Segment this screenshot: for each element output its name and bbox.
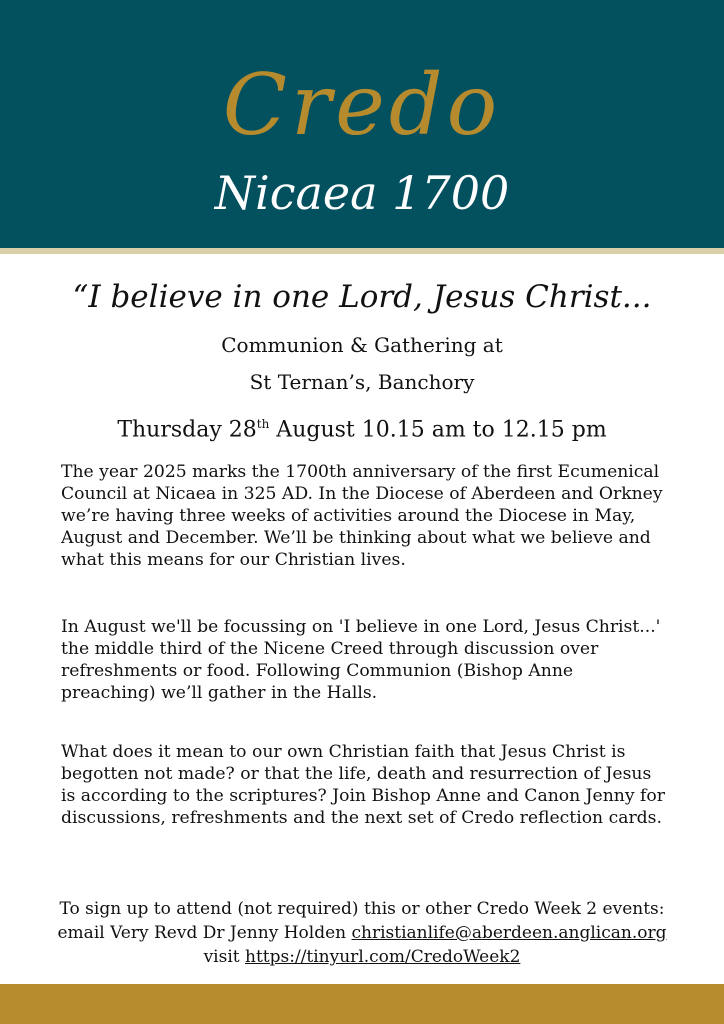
email-link[interactable]: christianlife@aberdeen.anglican.org: [351, 923, 667, 943]
event-date: [0, 408, 724, 446]
visit-line: [0, 945, 724, 969]
date-suffix: August 10.15 am to 12.15 pm: [269, 417, 607, 443]
footer-bar: [0, 984, 724, 1024]
paragraph-august: In August we'll be focussing on 'I believe in one Lord, Jesus Christ...' the middle third of the Nicene Creed through discussion over refreshments or food. Following Communion (Bishop Anne preaching) we’ll gather in the Halls.: [61, 617, 661, 703]
paragraph-anniversary: The year 2025 marks the 1700th anniversary of the first Ecumenical Council at Nicaea in 325 AD. In the Diocese of Aberdeen and Orkney we’re having three weeks of activities around the Diocese in May, August and December. We’ll be thinking about what we believe and what this means for our Christian lives.: [61, 462, 663, 570]
email-line: [0, 921, 724, 945]
paragraph-question: What does it mean to our own Christian faith that Jesus Christ is begotten not made? or that the life, death and resurrection of Jesus is according to the scriptures? Join Bishop Anne and Canon Jenny for discussions, refreshments and the next set of Credo reflection cards.: [61, 742, 665, 828]
creed-quote: “I believe in one Lord, Jesus Christ...: [72, 279, 652, 315]
title-credo: Credo: [222, 56, 502, 154]
signup-footer: [0, 897, 724, 969]
visit-prefix: visit: [203, 947, 246, 967]
header-divider: [0, 248, 724, 254]
signup-line: To sign up to attend (not required) this or other Credo Week 2 events:: [59, 899, 665, 919]
url-link[interactable]: https://tinyurl.com/CredoWeek2: [245, 947, 521, 967]
event-line-communion: Communion & Gathering at: [221, 333, 503, 357]
email-prefix: email Very Revd Dr Jenny Holden: [57, 923, 352, 943]
title-nicaea: Nicaea 1700: [214, 166, 510, 220]
date-prefix: Thursday 28: [117, 417, 257, 443]
event-line-location: St Ternan’s, Banchory: [249, 370, 475, 394]
date-ordinal: th: [256, 417, 270, 431]
